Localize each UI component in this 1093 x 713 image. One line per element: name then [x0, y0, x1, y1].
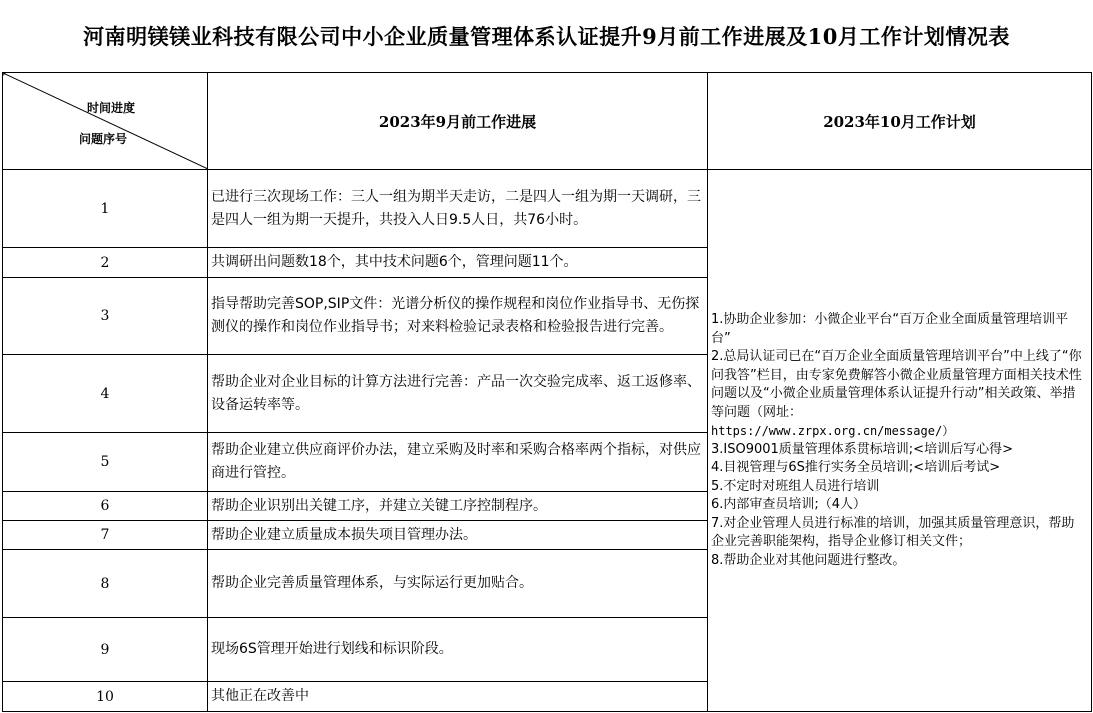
row-progress-text[interactable]: 现场6S管理开始进行划线和标识阶段。 [208, 618, 708, 682]
plan-item-2: 2.总局认证司已在“百万企业全面质量管理培训平台”中上线了“你问我答”栏目，由专家免费解答小微企业质量管理方面相关技术性问题以及“小微企业质量管理体系认证提升行动”相关政策、举措等问题（网址： [711, 349, 1082, 420]
header-progress[interactable]: 2023年9月前工作进展 [208, 73, 708, 170]
row-progress-text[interactable]: 帮助企业建立供应商评价办法，建立采购及时率和采购合格率两个指标，对供应商进行管控。 [208, 433, 708, 492]
row-progress-text[interactable]: 帮助企业对企业目标的计算方法进行完善：产品一次交验完成率、返工返修率、设备运转率等。 [208, 355, 708, 433]
row-progress-text[interactable]: 指导帮助完善SOP,SIP文件：光谱分析仪的操作规程和岗位作业指导书、无伤探测仪的操作和岗位作业指导书；对来料检验记录表格和检验报告进行完善。 [208, 278, 708, 355]
corner-header-cell[interactable] [3, 73, 208, 170]
progress-table [2, 72, 1092, 712]
plan-item-6: 6.内部审查员培训;（4人） [711, 497, 867, 512]
row-number[interactable]: 6 [3, 492, 208, 521]
table-row [3, 170, 1092, 248]
corner-label-time: 时间进度 [87, 101, 136, 115]
row-progress-text[interactable]: 已进行三次现场工作：三人一组为期半天走访，二是四人一组为期一天调研，三是四人一组为期一天提升，共投入人日9.5人日，共76小时。 [208, 170, 708, 248]
plan-item-1: 1.协助企业参加：小微企业平台“百万企业全面质量管理培训平台” [711, 312, 1069, 346]
diagonal-divider [3, 73, 207, 169]
plan-item-2-url: https://www.zrpx.org.cn/message/） [711, 424, 955, 438]
row-progress-text[interactable]: 帮助企业识别出关键工序，并建立关键工序控制程序。 [208, 492, 708, 521]
row-number[interactable]: 2 [3, 248, 208, 278]
row-number[interactable]: 1 [3, 170, 208, 248]
row-number[interactable]: 7 [3, 521, 208, 550]
row-progress-text[interactable]: 其他正在改善中 [208, 682, 708, 712]
table-header-row [3, 73, 1092, 170]
row-progress-text[interactable]: 帮助企业完善质量管理体系，与实际运行更加贴合。 [208, 550, 708, 618]
header-plan[interactable]: 2023年10月工作计划 [708, 73, 1092, 170]
row-number[interactable]: 5 [3, 433, 208, 492]
sheet-title: 河南明镁镁业科技有限公司中小企业质量管理体系认证提升9月前工作进展及10月工作计划情况表 [83, 24, 1010, 49]
corner-label-issue-no: 问题序号 [79, 132, 128, 146]
plan-item-3: 3.ISO9001质量管理体系贯标培训;<培训后写心得> [711, 441, 1013, 457]
row-number[interactable]: 9 [3, 618, 208, 682]
plan-item-7: 7.对企业管理人员进行标准的培训，加强其质量管理意识，帮助企业完善职能架构，指导企业修订相关文件； [711, 515, 1075, 549]
row-number[interactable]: 8 [3, 550, 208, 618]
row-progress-text[interactable]: 共调研出问题数18个，其中技术问题6个，管理问题11个。 [208, 248, 708, 278]
plan-cell[interactable] [708, 170, 1092, 712]
plan-item-5: 5.不定时对班组人员进行培训 [711, 478, 880, 494]
row-number[interactable]: 4 [3, 355, 208, 433]
plan-item-8: 8.帮助企业对其他问题进行整改。 [711, 552, 906, 568]
row-progress-text[interactable]: 帮助企业建立质量成本损失项目管理办法。 [208, 521, 708, 550]
row-number[interactable]: 10 [3, 682, 208, 712]
row-number[interactable]: 3 [3, 278, 208, 355]
plan-item-4: 4.目视管理与6S推行实务全员培训;<培训后考试> [711, 460, 1001, 475]
